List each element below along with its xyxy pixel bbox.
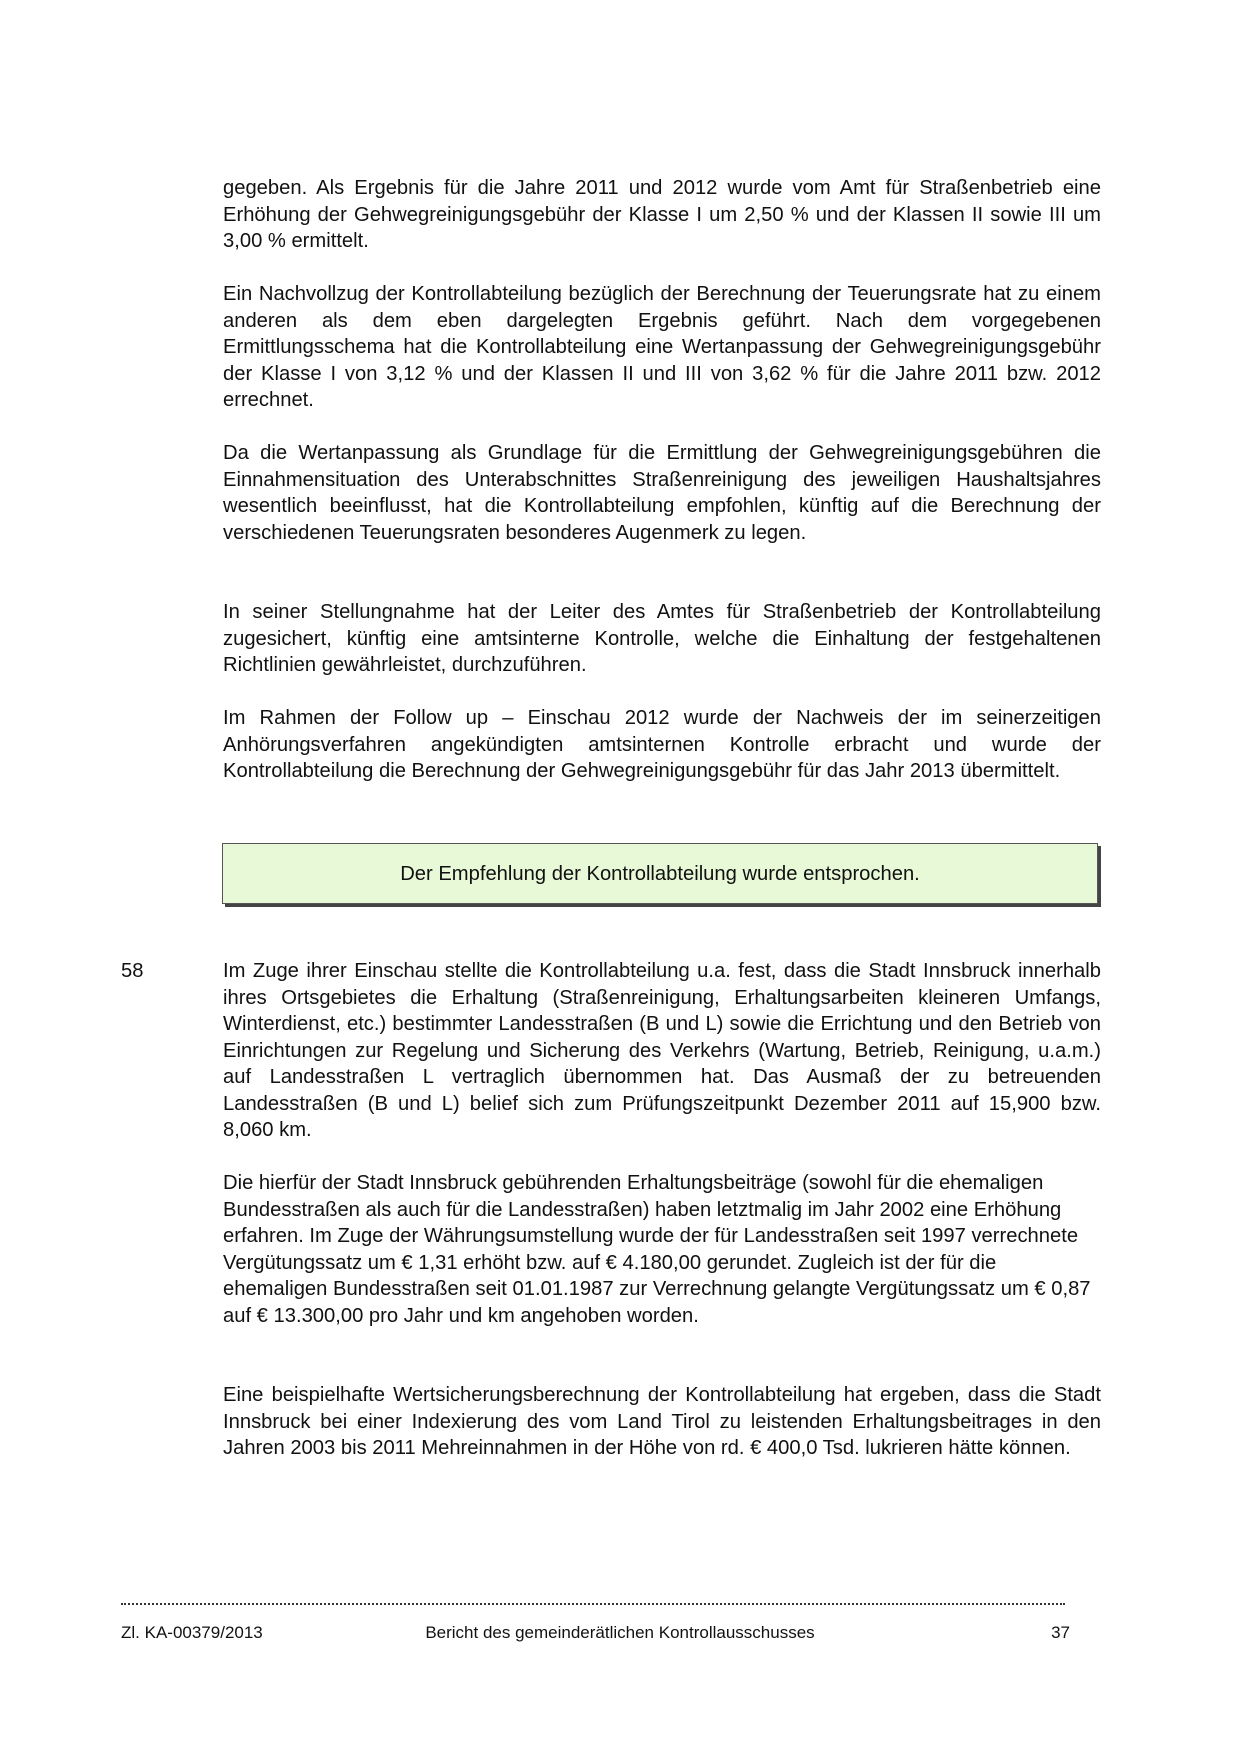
page-number: 37 bbox=[1051, 1623, 1070, 1642]
document-reference: Zl. KA-00379/2013 bbox=[121, 1623, 263, 1642]
report-title: Bericht des gemeinderätlichen Kontrollausschusses bbox=[425, 1623, 815, 1642]
paragraph: Im Rahmen der Follow up – Einschau 2012 wurde der Nachweis der im seinerzeitigen Anhörungsverfahren angekündigten amtsinternen Kontrolle erbracht und wurde der Kontrollabteilung die Berechnung der Gehwegreinigungsgebühr für das Jahr 2013 übermittelt. bbox=[223, 707, 1101, 782]
paragraph: Die hierfür der Stadt Innsbruck gebührenden Erhaltungsbeiträge (sowohl für die ehemaligen Bundesstraßen als auch für die Landesstraßen) haben letztmalig im Jahr 2002 eine Erhöhung erfahren. Im Zuge der Währungsumstellung wurde der für Landesstraßen seit 1997 verrechnete Vergütungssatz um € 1,31 erhöht bzw. auf € 4.180,00 gerundet. Zugleich ist der für die ehemaligen Bundesstraßen seit 01.01.1987 zur Verrechnung gelangte Vergütungssatz um € 0,87 auf € 13.300,00 pro Jahr und km angehoben worden. bbox=[223, 1172, 1091, 1327]
callout-text: Der Empfehlung der Kontrollabteilung wurde entsprochen. bbox=[400, 862, 920, 885]
paragraph: Ein Nachvollzug der Kontrollabteilung bezüglich der Berechnung der Teuerungsrate hat zu einem anderen als dem eben dargelegten Ergebnis geführt. Nach dem vorgegebenen Ermittlungsschema hat die Kontrollabteilung eine Wertanpassung der Gehwegreinigungsgebühr der Klasse I von 3,12 % und der Klassen II und III von 3,62 % für die Jahre 2011 bzw. 2012 errechnet. bbox=[223, 283, 1101, 411]
section-number: 58 bbox=[121, 960, 144, 982]
footer-divider bbox=[121, 1603, 1065, 1605]
paragraph: gegeben. Als Ergebnis für die Jahre 2011 und 2012 wurde vom Amt für Straßenbetrieb eine Erhöhung der Gehwegreinigungsgebühr der Klasse I um 2,50 % und der Klassen II sowie III um 3,00 % ermittelt. bbox=[223, 177, 1101, 252]
paragraph: In seiner Stellungnahme hat der Leiter des Amtes für Straßenbetrieb der Kontrollabteilung zugesichert, künftig eine amtsinterne Kontrolle, welche die Einhaltung der festgehaltenen Richtlinien gewährleistet, durchzuführen. bbox=[223, 601, 1101, 676]
paragraph: Da die Wertanpassung als Grundlage für die Ermittlung der Gehwegreinigungsgebühren die Einnahmensituation des Unterabschnittes Straßenreinigung des jeweiligen Haushaltsjahres wesentlich beeinflusst, hat die Kontrollabteilung empfohlen, künftig auf die Berechnung der verschiedenen Teuerungsraten besonderes Augenmerk zu legen. bbox=[223, 442, 1101, 544]
recommendation-callout bbox=[222, 843, 1098, 904]
paragraph: Eine beispielhafte Wertsicherungsberechnung der Kontrollabteilung hat ergeben, dass die Stadt Innsbruck bei einer Indexierung des vom Land Tirol zu leistenden Erhaltungsbeitrages in den Jahren 2003 bis 2011 Mehreinnahmen in der Höhe von rd. € 400,0 Tsd. lukrieren hätte können. bbox=[223, 1384, 1101, 1459]
paragraph: Im Zuge ihrer Einschau stellte die Kontrollabteilung u.a. fest, dass die Stadt Innsbruck innerhalb ihres Ortsgebietes die Erhaltung (Straßenreinigung, Erhaltungsarbeiten kleineren Umfangs, Winterdienst, etc.) bestimmter Landesstraßen (B und L) sowie die Errichtung und den Betrieb von Einrichtungen zur Regelung und Sicherung des Verkehrs (Wartung, Betrieb, Reinigung, u.a.m.) auf Landesstraßen L vertraglich übernommen hat. Das Ausmaß der zu betreuenden Landesstraßen (B und L) belief sich zum Prüfungszeitpunkt Dezember 2011 auf 15,900 bzw. 8,060 km. bbox=[223, 960, 1101, 1141]
